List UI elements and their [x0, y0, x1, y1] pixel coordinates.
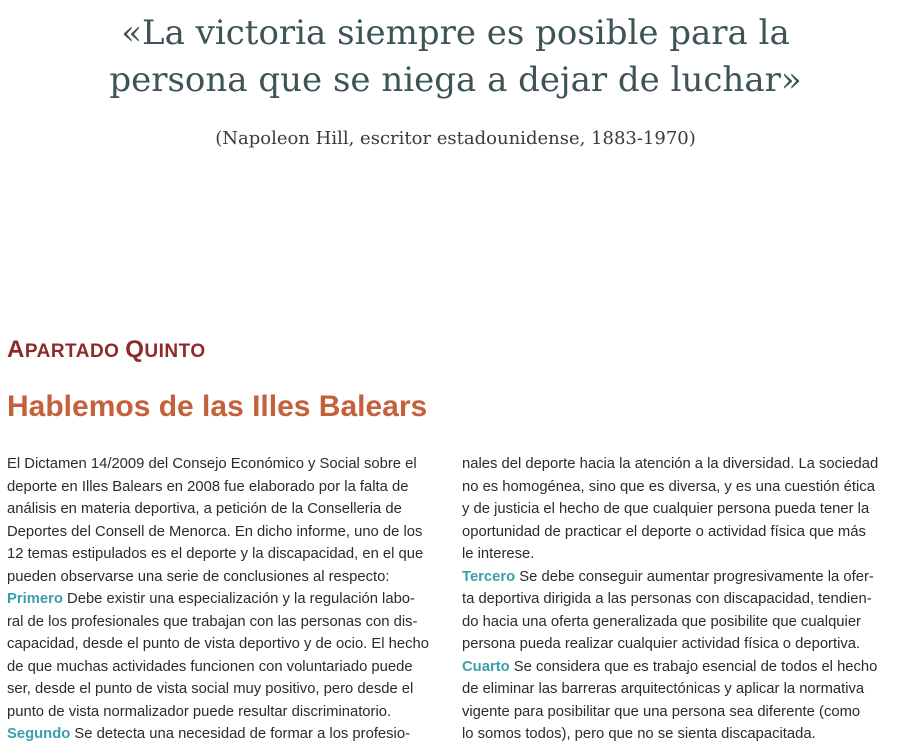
text-line: ser, desde el punto de vista social muy positivo, pero desde el [7, 681, 414, 697]
point-keyword: Primero [7, 591, 63, 607]
point-text: Se considera que es trabajo esencial de todos el hecho [509, 658, 878, 675]
text-line: no es homogénea, sino que es diversa, y es una cuestión ética [462, 478, 875, 495]
quote [0, 10, 911, 104]
point-keyword: Tercero [462, 568, 516, 585]
text-line: capacidad, desde el punto de vista deportivo y de ocio. El hecho [7, 636, 429, 652]
text-line: ta deportiva dirigida a las personas con discapacidad, tendien- [462, 591, 872, 607]
section-label [7, 336, 206, 364]
text-line: 12 temas estipulados es el deporte y la discapacidad, en el que [7, 546, 424, 562]
text-line: de eliminar las barreras arquitectónicas y aplicar la normativa [462, 681, 865, 697]
section-label-cap: Q [125, 336, 145, 363]
section-label-text: PARTADO [24, 341, 126, 362]
text-line: le interese. [462, 546, 535, 562]
text-line: análisis en materia deportiva, a petición de la Conselleria de [7, 501, 402, 517]
text-line: deporte en Illes Balears en 2008 fue elaborado por la falta de [7, 478, 409, 495]
text-line: El Dictamen 14/2009 del Consejo Económico y Social sobre el [7, 456, 417, 472]
text-line [7, 588, 439, 611]
text-line: punto de vista normalizador puede resultar discriminatorio. [7, 703, 392, 720]
section-label-text: UINTO [144, 341, 206, 362]
point-text: Se debe conseguir aumentar progresivamente la ofer- [515, 568, 874, 585]
point-text: Debe existir una especialización y la regulación labo- [62, 591, 415, 607]
text-line: pueden observarse una serie de conclusiones al respecto: [7, 568, 390, 585]
section-label-cap: A [7, 336, 25, 363]
left-column [7, 453, 439, 746]
text-line: do hacia una oferta generalizada que posibilite que cualquier [462, 613, 861, 630]
quote-line: persona que se niega a dejar de luchar» [109, 60, 802, 100]
point-text: Se detecta una necesidad de formar a los profesio- [70, 726, 411, 742]
text-line [462, 656, 894, 679]
text-line: vigente para posibilitar que una persona sea diferente (como [462, 703, 861, 720]
text-line: de que muchas actividades funcionen con voluntariado puede [7, 658, 413, 675]
right-column [462, 453, 894, 746]
point-keyword: Cuarto [462, 658, 510, 675]
point-keyword: Segundo [7, 726, 71, 742]
text-line: persona pueda realizar cualquier actividad física o deportiva. [462, 636, 861, 652]
text-line: oportunidad de practicar el deporte o actividad física que más [462, 523, 866, 540]
quote-attribution: (Napoleon Hill, escritor estadounidense, 1883-1970) [215, 128, 696, 149]
text-line [7, 723, 439, 746]
text-line: Deportes del Consell de Menorca. En dicho informe, uno de los [7, 523, 423, 540]
section-title: Hablemos de las Illes Balears [7, 390, 428, 423]
text-line: lo somos todos), pero que no se sienta discapacitada. [462, 726, 816, 742]
text-line: nales del deporte hacia la atención a la diversidad. La sociedad [462, 456, 879, 472]
quote-line: «La victoria siempre es posible para la [121, 13, 790, 53]
text-line: y de justicia el hecho de que cualquier persona pueda tener la [462, 501, 870, 517]
text-line: ral de los profesionales que trabajan con las personas con dis- [7, 613, 418, 630]
text-line [462, 566, 894, 589]
